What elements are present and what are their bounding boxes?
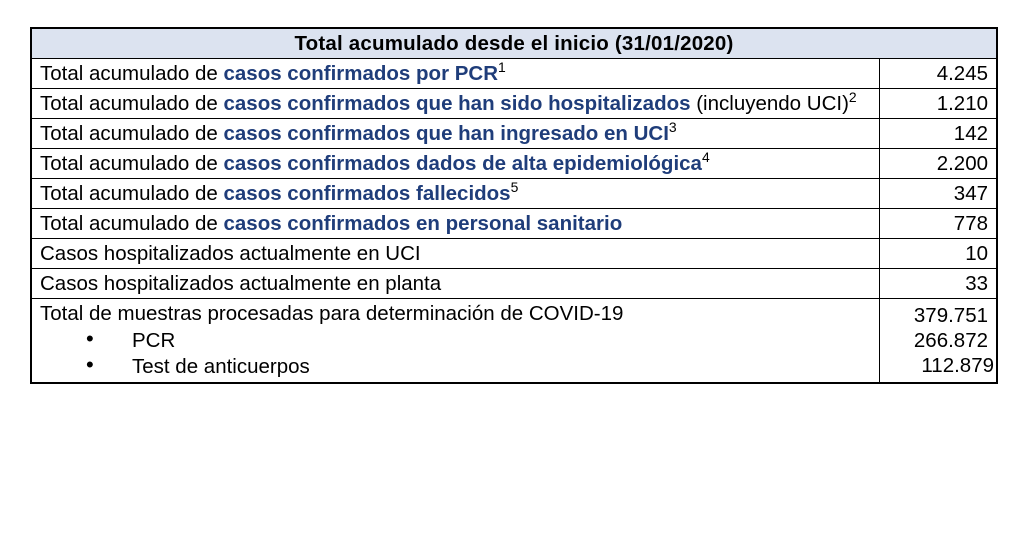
row-highlight: casos confirmados en personal sanitario bbox=[223, 212, 623, 235]
table-row bbox=[31, 179, 997, 209]
row-highlight: casos confirmados por PCR bbox=[223, 62, 499, 85]
row-label-healthcare-staff bbox=[31, 209, 879, 239]
samples-list bbox=[40, 328, 871, 379]
table-row bbox=[31, 59, 997, 89]
row-value-icu-admitted: 142 bbox=[879, 119, 997, 149]
row-value-currently-ward: 33 bbox=[879, 269, 997, 299]
row-label-pcr-confirmed bbox=[31, 59, 879, 89]
row-highlight: casos confirmados dados de alta epidemiológica bbox=[223, 152, 702, 175]
row-label-icu-admitted bbox=[31, 119, 879, 149]
row-value-hospitalized: 1.210 bbox=[879, 89, 997, 119]
covid-summary-table bbox=[30, 27, 998, 384]
table-row-samples bbox=[31, 299, 997, 384]
row-value-deceased: 347 bbox=[879, 179, 997, 209]
row-footnote: 5 bbox=[510, 179, 519, 196]
row-label-currently-ward: Casos hospitalizados actualmente en planta bbox=[31, 269, 879, 299]
table-row bbox=[31, 209, 997, 239]
row-value-healthcare-staff: 778 bbox=[879, 209, 997, 239]
row-footnote: 2 bbox=[848, 89, 857, 106]
list-item bbox=[86, 354, 871, 379]
table-header-row bbox=[31, 28, 997, 59]
row-prefix: Total acumulado de bbox=[40, 92, 224, 115]
row-prefix: Total acumulado de bbox=[40, 182, 224, 205]
row-prefix: Total acumulado de bbox=[40, 122, 224, 145]
table-row bbox=[31, 269, 997, 299]
covid-summary-table-wrapper bbox=[30, 27, 998, 384]
row-value-currently-icu: 10 bbox=[879, 239, 997, 269]
table-row bbox=[31, 89, 997, 119]
row-highlight: casos confirmados que han sido hospitalizados bbox=[223, 92, 691, 115]
table-row bbox=[31, 149, 997, 179]
row-footnote: 3 bbox=[668, 119, 677, 136]
samples-item-label: Test de anticuerpos bbox=[132, 355, 310, 378]
samples-antibody-value: 112.879 bbox=[921, 354, 995, 377]
list-item bbox=[86, 328, 871, 353]
row-prefix: Total acumulado de bbox=[40, 62, 224, 85]
table-row bbox=[31, 119, 997, 149]
row-label-hospitalized bbox=[31, 89, 879, 119]
row-prefix: Total acumulado de bbox=[40, 152, 224, 175]
table-title: Total acumulado desde el inicio (31/01/2020) bbox=[31, 28, 997, 59]
samples-total-label: Total de muestras procesadas para determinación de COVID-19 bbox=[40, 302, 624, 325]
samples-total-value: 379.751 bbox=[913, 304, 989, 327]
row-footnote: 4 bbox=[701, 149, 710, 166]
row-highlight: casos confirmados que han ingresado en UCI bbox=[223, 122, 669, 145]
row-value-pcr-confirmed: 4.245 bbox=[879, 59, 997, 89]
row-suffix: (incluyendo UCI) bbox=[690, 92, 849, 115]
row-label-samples bbox=[31, 299, 879, 384]
row-prefix: Total acumulado de bbox=[40, 212, 224, 235]
row-highlight: casos confirmados fallecidos bbox=[223, 182, 511, 205]
row-value-discharged: 2.200 bbox=[879, 149, 997, 179]
row-value-samples bbox=[879, 299, 997, 384]
row-label-discharged bbox=[31, 149, 879, 179]
table-row bbox=[31, 239, 997, 269]
row-label-deceased bbox=[31, 179, 879, 209]
row-footnote: 1 bbox=[498, 59, 506, 76]
samples-pcr-value: 266.872 bbox=[913, 329, 989, 352]
samples-item-label: PCR bbox=[132, 329, 176, 352]
row-label-currently-icu: Casos hospitalizados actualmente en UCI bbox=[31, 239, 879, 269]
